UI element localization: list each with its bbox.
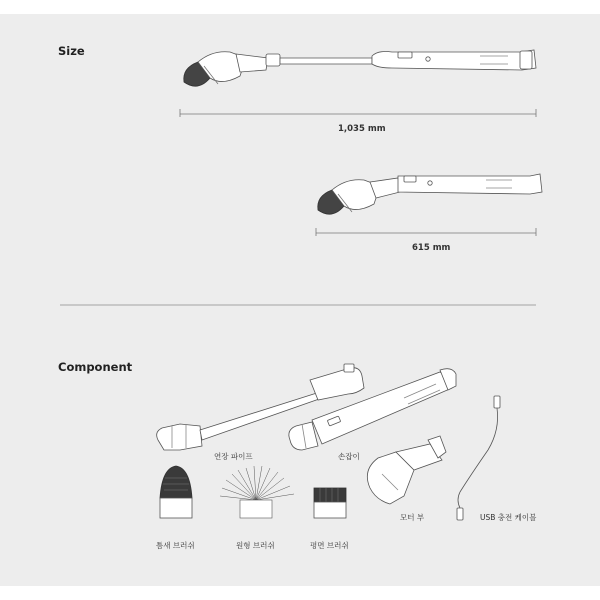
motor-unit-illustration bbox=[367, 436, 446, 504]
short-dimension-line bbox=[316, 228, 536, 236]
crevice-brush-label: 틈새 브러쉬 bbox=[156, 541, 195, 550]
motor-unit-label: 모터 부 bbox=[400, 513, 425, 522]
short-dimension-label: 615 mm bbox=[412, 243, 451, 253]
usb-cable-illustration bbox=[457, 396, 500, 520]
handle-label: 손잡이 bbox=[338, 452, 360, 461]
flat-brush-illustration bbox=[314, 488, 346, 518]
long-brush-illustration bbox=[184, 50, 536, 86]
component-heading: Component bbox=[58, 360, 133, 374]
crevice-brush-illustration bbox=[160, 466, 192, 518]
usb-cable-label: USB 충전 케이블 bbox=[480, 513, 537, 522]
size-heading: Size bbox=[58, 44, 85, 58]
flat-brush-label: 평면 브러쉬 bbox=[310, 541, 349, 550]
long-dimension-label: 1,035 mm bbox=[338, 124, 386, 134]
long-dimension-line bbox=[180, 109, 536, 117]
short-brush-illustration bbox=[318, 174, 542, 214]
round-brush-label: 원형 브러쉬 bbox=[236, 541, 275, 550]
round-brush-illustration bbox=[220, 466, 294, 518]
extension-pipe-label: 연장 파이프 bbox=[214, 452, 253, 461]
